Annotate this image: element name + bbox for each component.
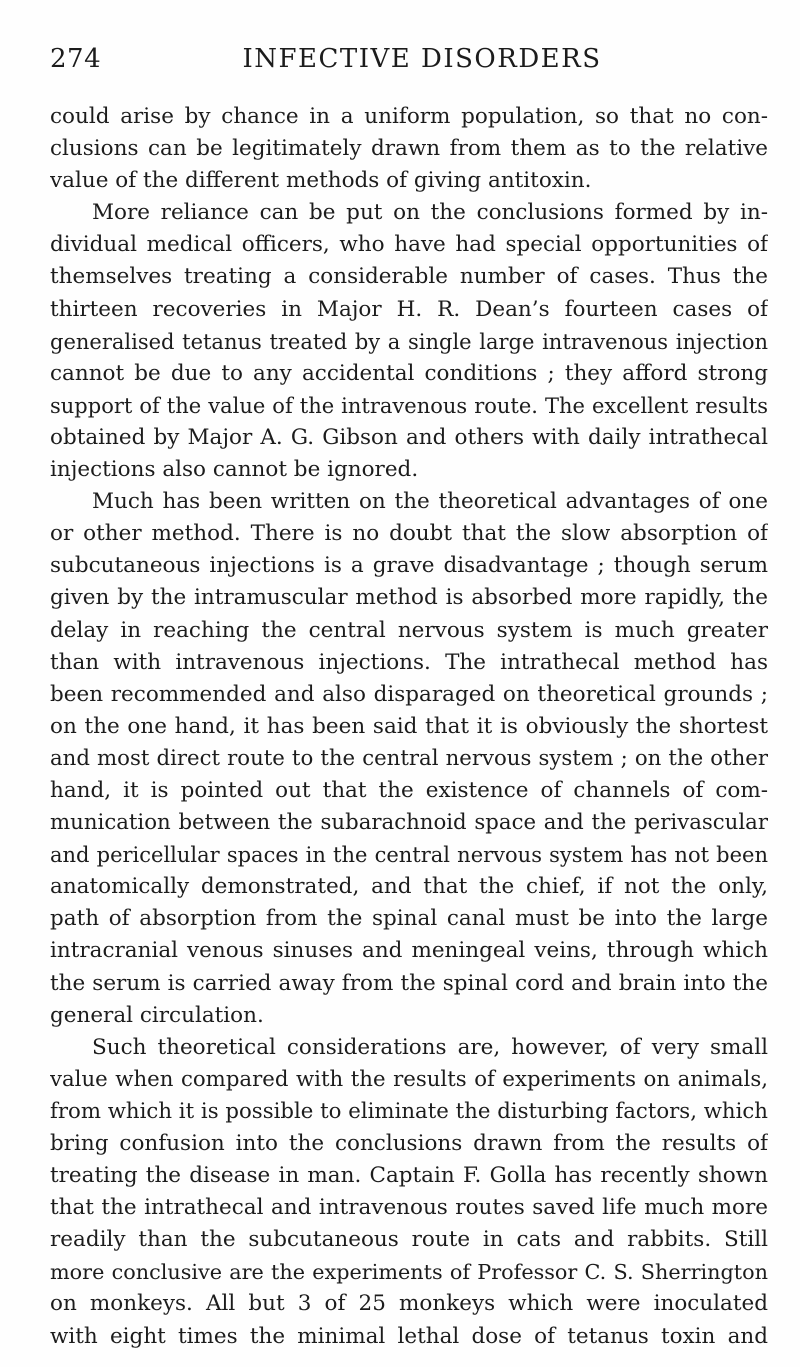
text-line: delay in reaching the central nervous system is much greater bbox=[50, 617, 768, 643]
text-line: or other method. There is no doubt that the slow absorption of bbox=[50, 521, 768, 547]
text-line: more conclusive are the experiments of Professor C. S. Sherrington bbox=[50, 1260, 768, 1285]
text-line: munication between the subarachnoid space and the perivascular bbox=[50, 810, 768, 836]
text-line: Much has been written on the theoretical advantages of one bbox=[92, 489, 768, 515]
text-line: the serum is carried away from the spinal cord and brain into the bbox=[50, 970, 768, 996]
text-line: generalised tetanus treated by a single large intravenous injection bbox=[50, 329, 768, 354]
text-line: obtained by Major A. G. Gibson and others with daily intrathecal bbox=[50, 424, 768, 450]
page-number: 274 bbox=[50, 44, 102, 74]
text-line: clusions can be legitimately drawn from them as to the relative bbox=[50, 136, 768, 162]
text-line: More reliance can be put on the conclusions formed by in- bbox=[92, 200, 768, 226]
text-line: treating the disease in man. Captain F. Golla has recently shown bbox=[50, 1163, 768, 1189]
text-line: value when compared with the results of experiments on animals, bbox=[50, 1066, 768, 1092]
text-line: than with intravenous injections. The intrathecal method has bbox=[50, 649, 768, 675]
text-line: and pericellular spaces in the central nervous system has not been bbox=[50, 843, 768, 868]
text-line: general circulation. bbox=[50, 1002, 264, 1028]
text-line: support of the value of the intravenous route. The excellent results bbox=[50, 393, 768, 418]
text-line: on monkeys. All but 3 of 25 monkeys which were inoculated bbox=[50, 1291, 768, 1317]
text-line: path of absorption from the spinal canal must be into the large bbox=[50, 906, 768, 932]
body-text bbox=[50, 101, 768, 1353]
text-line: readily than the subcutaneous route in cats and rabbits. Still bbox=[50, 1227, 768, 1253]
text-line: cannot be due to any accidental conditions ; they afford strong bbox=[50, 360, 768, 386]
text-line: dividual medical officers, who have had special opportunities of bbox=[50, 232, 768, 258]
text-line: on the one hand, it has been said that it is obviously the shortest bbox=[50, 713, 768, 739]
text-line: and most direct route to the central nervous system ; on the other bbox=[50, 745, 768, 771]
page-header bbox=[50, 44, 768, 84]
text-line: that the intrathecal and intravenous routes saved life much more bbox=[50, 1195, 768, 1221]
text-line: been recommended and also disparaged on theoretical grounds ; bbox=[50, 681, 768, 707]
text-line: could arise by chance in a uniform population, so that no con- bbox=[50, 104, 768, 129]
text-line: thirteen recoveries in Major H. R. Dean’s fourteen cases of bbox=[50, 296, 768, 322]
text-line: bring confusion into the conclusions drawn from the results of bbox=[50, 1131, 768, 1156]
text-line: Such theoretical considerations are, however, of very small bbox=[92, 1034, 768, 1060]
text-line: subcutaneous injections is a grave disadvantage ; though serum bbox=[50, 553, 768, 579]
text-line: hand, it is pointed out that the existence of channels of com- bbox=[50, 777, 768, 803]
text-line: themselves treating a considerable number of cases. Thus the bbox=[50, 264, 768, 290]
text-line: anatomically demonstrated, and that the chief, if not the only, bbox=[50, 874, 768, 900]
text-line: intracranial venous sinuses and meningeal veins, through which bbox=[50, 938, 768, 964]
text-line: with eight times the minimal lethal dose of tetanus toxin and bbox=[50, 1323, 768, 1349]
text-line: from which it is possible to eliminate the disturbing factors, which bbox=[50, 1098, 768, 1124]
text-line: value of the different methods of giving antitoxin. bbox=[50, 168, 592, 194]
text-line: injections also cannot be ignored. bbox=[50, 457, 419, 483]
running-head: INFECTIVE DISORDERS bbox=[242, 44, 602, 74]
text-line: given by the intramuscular method is absorbed more rapidly, the bbox=[50, 585, 768, 611]
